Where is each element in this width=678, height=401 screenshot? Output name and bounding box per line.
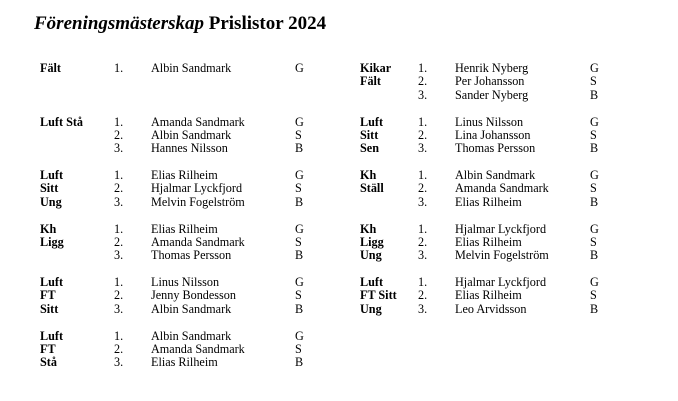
placing-rank: 2. <box>114 234 124 249</box>
category-label-line: Ligg <box>40 234 64 249</box>
medal-code: B <box>295 194 304 209</box>
placing-row <box>40 276 340 289</box>
competitor-name: Elias Rilheim <box>151 355 218 370</box>
placing-rank: 1. <box>418 275 428 289</box>
category-label-line: Ung <box>40 194 62 209</box>
medal-code: S <box>295 288 302 303</box>
category-group <box>40 62 340 102</box>
medal-code: S <box>295 234 302 249</box>
placing-rank: 1. <box>418 61 428 75</box>
placing-rank: 2. <box>114 181 124 196</box>
category-label-line: Kikar <box>360 61 392 75</box>
medal-code: G <box>590 275 599 289</box>
placing-row <box>360 182 660 195</box>
category-label-line: Sitt <box>360 127 379 142</box>
placing-rank: 3. <box>114 248 124 263</box>
category-label-line: Luft <box>40 328 64 343</box>
placing-rank: 2. <box>418 127 428 142</box>
placing-rank: 1. <box>114 114 124 129</box>
category-label-line: FT <box>40 341 56 356</box>
competitor-name: Amanda Sandmark <box>151 114 245 129</box>
placing-rank: 3. <box>418 248 428 263</box>
category-label-line: Stå <box>40 355 57 370</box>
category-group <box>40 169 340 209</box>
placing-row <box>40 303 340 316</box>
medal-code: S <box>590 288 597 303</box>
competitor-name: Albin Sandmark <box>151 127 232 142</box>
placing-rank: 2. <box>418 181 428 196</box>
placing-rank: 2. <box>418 288 428 303</box>
competitor-name: Hjalmar Lyckfjord <box>455 275 547 289</box>
placing-rank: 2. <box>114 288 124 303</box>
placing-rank: 1. <box>418 114 428 129</box>
medal-code: B <box>295 301 304 316</box>
medal-code: G <box>295 61 304 75</box>
category-label-line: Ung <box>360 301 382 316</box>
competitor-name: Hjalmar Lyckfjord <box>151 181 243 196</box>
medal-code: B <box>590 87 599 102</box>
category-group <box>40 330 340 370</box>
medal-code: S <box>590 74 597 89</box>
category-group <box>360 223 660 263</box>
placing-row <box>40 116 340 129</box>
competitor-name: Hannes Nilsson <box>151 141 228 156</box>
competitor-name: Elias Rilheim <box>455 288 522 303</box>
medal-code: S <box>295 181 302 196</box>
category-label-line: Luft <box>360 275 384 289</box>
competitor-name: Albin Sandmark <box>455 168 536 182</box>
medal-code: B <box>590 141 599 156</box>
category-label-line: Ligg <box>360 234 384 249</box>
placing-rank: 1. <box>418 221 428 236</box>
medal-code: G <box>295 114 304 129</box>
competitor-name: Elias Rilheim <box>455 234 522 249</box>
left-column <box>40 62 340 383</box>
placing-rank: 3. <box>418 87 428 102</box>
medal-code: S <box>590 181 597 196</box>
competitor-name: Albin Sandmark <box>151 301 232 316</box>
category-label-line: Luft <box>40 168 64 182</box>
competitor-name: Sander Nyberg <box>455 87 529 102</box>
category-label-line: Luft Stå <box>40 114 84 129</box>
category-label-line: Sitt <box>40 301 59 316</box>
competitor-name: Melvin Fogelström <box>151 194 245 209</box>
category-group <box>360 169 660 209</box>
competitor-name: Elias Rilheim <box>151 221 218 236</box>
placing-rank: 2. <box>114 341 124 356</box>
placing-rank: 1. <box>114 221 124 236</box>
category-group <box>40 223 340 263</box>
medal-code: S <box>295 341 302 356</box>
placing-rank: 3. <box>418 194 428 209</box>
medal-code: G <box>295 168 304 182</box>
placing-row <box>40 289 340 302</box>
category-group <box>360 276 660 316</box>
placing-rank: 1. <box>114 61 124 75</box>
competitor-name: Henrik Nyberg <box>455 61 529 75</box>
placing-row <box>360 196 660 209</box>
placing-row <box>360 223 660 236</box>
placing-row <box>40 356 340 369</box>
placing-row <box>360 142 660 155</box>
competitor-name: Amanda Sandmark <box>151 234 245 249</box>
competitor-name: Melvin Fogelström <box>455 248 549 263</box>
placing-rank: 3. <box>114 301 124 316</box>
competitor-name: Lina Johansson <box>455 127 531 142</box>
placing-row <box>360 169 660 182</box>
category-label-line: Sitt <box>40 181 59 196</box>
placing-rank: 3. <box>114 194 124 209</box>
placing-row <box>360 129 660 142</box>
placing-row <box>40 142 340 155</box>
placing-row <box>360 289 660 302</box>
medal-code: S <box>295 127 302 142</box>
placing-rank: 3. <box>418 301 428 316</box>
medal-code: G <box>590 221 599 236</box>
placing-row <box>360 62 660 75</box>
title-italic: Föreningsmästerskap <box>34 13 204 34</box>
medal-code: B <box>590 194 599 209</box>
placing-row <box>360 249 660 262</box>
placing-rank: 3. <box>418 141 428 156</box>
category-label-line: Ställ <box>360 181 384 196</box>
placing-row <box>40 196 340 209</box>
placing-rank: 2. <box>418 74 428 89</box>
placing-rank: 1. <box>114 168 124 182</box>
placing-rank: 3. <box>114 355 124 370</box>
competitor-name: Thomas Persson <box>151 248 232 263</box>
category-group <box>360 116 660 156</box>
competitor-name: Elias Rilheim <box>151 168 218 182</box>
placing-row <box>40 129 340 142</box>
placing-row <box>360 276 660 289</box>
category-group <box>40 116 340 156</box>
category-label-line: FT Sitt <box>360 288 397 303</box>
placing-row <box>360 89 660 102</box>
medal-code: B <box>590 301 599 316</box>
category-label-line: Sen <box>360 141 379 156</box>
competitor-name: Per Johansson <box>455 74 525 89</box>
medal-code: G <box>590 168 599 182</box>
right-column <box>360 62 660 330</box>
competitor-name: Linus Nilsson <box>455 114 524 129</box>
medal-code: G <box>295 328 304 343</box>
category-label-line: Luft <box>360 114 384 129</box>
competitor-name: Amanda Sandmark <box>151 341 245 356</box>
category-label-line: Ung <box>360 248 382 263</box>
page-title <box>34 12 326 36</box>
medal-code: G <box>295 221 304 236</box>
placing-row <box>360 116 660 129</box>
placing-row <box>40 236 340 249</box>
medal-code: B <box>295 141 304 156</box>
competitor-name: Albin Sandmark <box>151 328 232 343</box>
placing-row <box>40 330 340 343</box>
medal-code: S <box>590 127 597 142</box>
category-label-line: FT <box>40 288 56 303</box>
category-label-line: Kh <box>40 221 57 236</box>
category-group <box>360 62 660 102</box>
placing-row <box>40 62 340 75</box>
category-group <box>40 276 340 316</box>
category-label-line: Fält <box>40 61 61 75</box>
placing-rank: 3. <box>114 141 124 156</box>
competitor-name: Leo Arvidsson <box>455 301 527 316</box>
competitor-name: Albin Sandmark <box>151 61 232 75</box>
competitor-name: Amanda Sandmark <box>455 181 549 196</box>
medal-code: G <box>295 275 304 289</box>
placing-row <box>360 303 660 316</box>
placing-row <box>360 75 660 88</box>
competitor-name: Linus Nilsson <box>151 275 220 289</box>
medal-code: G <box>590 61 599 75</box>
placing-rank: 1. <box>114 328 124 343</box>
competitor-name: Thomas Persson <box>455 141 536 156</box>
category-label-line: Fält <box>360 74 381 89</box>
medal-code: B <box>295 248 304 263</box>
placing-rank: 1. <box>418 168 428 182</box>
medal-code: B <box>590 248 599 263</box>
medal-code: S <box>590 234 597 249</box>
title-rest: Prislistor 2024 <box>203 13 327 34</box>
placing-row <box>40 182 340 195</box>
placing-row <box>40 249 340 262</box>
competitor-name: Hjalmar Lyckfjord <box>455 221 547 236</box>
competitor-name: Jenny Bondesson <box>151 288 236 303</box>
placing-row <box>40 169 340 182</box>
competitor-name: Elias Rilheim <box>455 194 522 209</box>
placing-row <box>40 223 340 236</box>
placing-rank: 2. <box>418 234 428 249</box>
placing-row <box>360 236 660 249</box>
medal-code: B <box>295 355 304 370</box>
placing-row <box>40 343 340 356</box>
category-label-line: Luft <box>40 275 64 289</box>
placing-rank: 2. <box>114 127 124 142</box>
category-label-line: Kh <box>360 221 377 236</box>
medal-code: G <box>590 114 599 129</box>
category-label-line: Kh <box>360 168 377 182</box>
placing-rank: 1. <box>114 275 124 289</box>
